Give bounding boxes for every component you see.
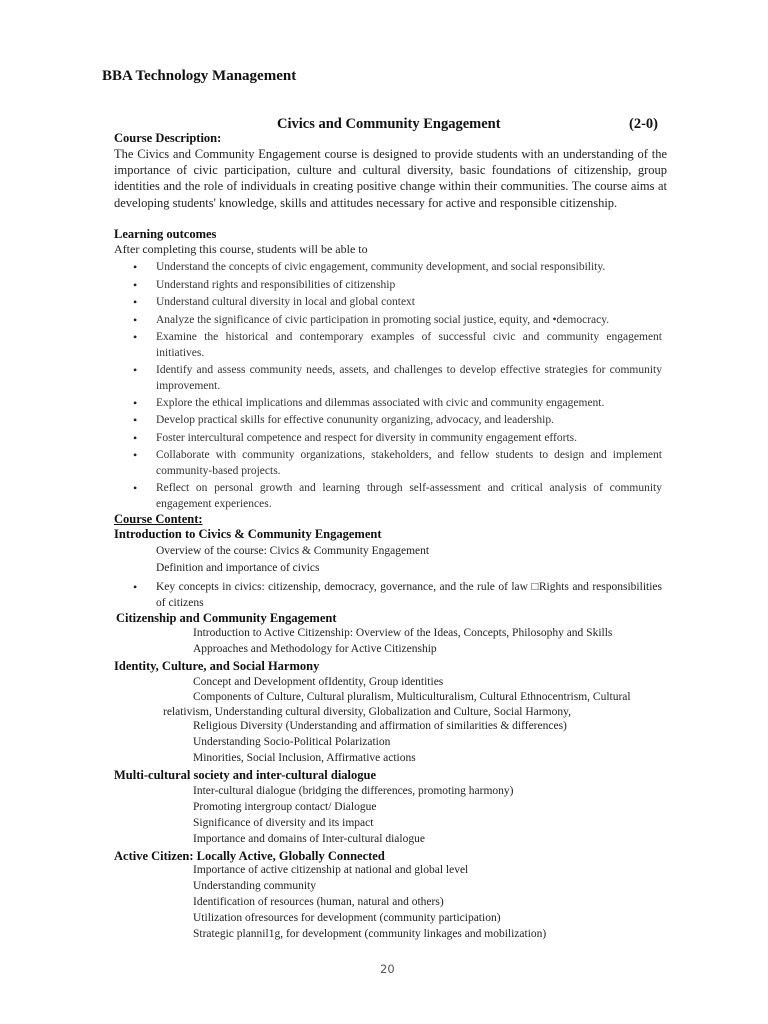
topic-paragraph-first: Components of Culture, Cultural pluralism, Multiculturalism, Cultural Ethnocentrism, Cultural <box>193 691 631 703</box>
bullet-icon: • <box>133 295 138 309</box>
bullet-icon: • <box>133 278 138 292</box>
topic-line: Concept and Development ofIdentity, Group identities <box>193 676 444 688</box>
bullet-icon: • <box>133 431 138 445</box>
outcome-item: Examine the historical and contemporary examples of successful civic and community engagement initiatives. <box>156 331 662 359</box>
bullet-icon: • <box>133 413 138 427</box>
topic-line: Promoting intergroup contact/ Dialogue <box>193 801 377 813</box>
outcome-item: Develop practical skills for effective conununity organizing, advocacy, and leadership. <box>156 414 554 426</box>
outcome-item: Reflect on personal growth and learning through self-assessment and critical analysis of community engagement experiences. <box>156 482 662 510</box>
topic-line: Inter-cultural dialogue (bridging the differences, promoting harmony) <box>193 785 514 797</box>
topic-line: Approaches and Methodology for Active Citizenship <box>193 643 437 655</box>
topic-line: Minorities, Social Inclusion, Affirmative actions <box>193 752 416 764</box>
topic-line: Religious Diversity (Understanding and affirmation of similarities & differences) <box>193 720 567 732</box>
outcome-item: Understand the concepts of civic engagement, community development, and social responsibility. <box>156 261 606 273</box>
course-description-text: The Civics and Community Engagement course is designed to provide students with an understanding of the importance of civic participation, culture and cultural diversity, basic foundations of citizenship, group identities and the role of individuals in creating positive change within their communities. The course aims at developing students' knowledge, skills and attitudes necessary for active and responsible citizenship. <box>114 147 667 210</box>
outcome-item: Explore the ethical implications and dilemmas associated with civic and community engagement. <box>156 397 605 409</box>
section-title: Active Citizen: Locally Active, Globally Connected <box>114 849 385 863</box>
bullet-icon: • <box>133 330 138 344</box>
topic-line: Utilization ofresources for development (community participation) <box>193 912 501 924</box>
bullet-icon: • <box>133 481 138 495</box>
bullet-icon: • <box>133 260 138 274</box>
topic-line: Definition and importance of civics <box>156 562 320 574</box>
outcome-item: Understand rights and responsibilities of citizenship <box>156 279 396 291</box>
course-description-heading: Course Description: <box>114 131 222 145</box>
section-title: Identity, Culture, and Social Harmony <box>114 659 320 673</box>
topic-line: Importance of active citizenship at national and global level <box>193 864 469 876</box>
bullet-icon: • <box>133 580 138 594</box>
topic-line: Importance and domains of Inter-cultural dialogue <box>193 833 425 845</box>
page-number: 20 <box>380 962 395 976</box>
topic-line: Introduction to Active Citizenship: Overview of the Ideas, Concepts, Philosophy and Skills <box>193 627 613 639</box>
bullet-icon: • <box>133 448 138 462</box>
course-content-heading: Course Content: <box>114 512 203 526</box>
section-title: Citizenship and Community Engagement <box>116 611 337 625</box>
outcome-item: Identify and assess community needs, assets, and challenges to develop effective strategies for community improvement. <box>156 364 662 392</box>
bullet-icon: • <box>133 313 138 327</box>
learning-outcomes-intro: After completing this course, students will be able to <box>114 242 368 256</box>
topic-line: Identification of resources (human, natural and others) <box>193 896 444 908</box>
program-title: BBA Technology Management <box>102 68 297 84</box>
outcome-item: Understand cultural diversity in local and global context <box>156 296 415 308</box>
topic-line: Understanding community <box>193 880 316 892</box>
outcome-item: Collaborate with community organizations, stakeholders, and fellow students to design and implement community-based projects. <box>156 449 662 477</box>
bullet-icon: • <box>133 396 138 410</box>
topic-line: Understanding Socio-Political Polarization <box>193 736 391 748</box>
topic-bullet-text: Key concepts in civics: citizenship, democracy, governance, and the rule of law □Rights and responsibilities of citizens <box>156 581 662 609</box>
section-title: Introduction to Civics & Community Engagement <box>114 527 382 541</box>
topic-line: Overview of the course: Civics & Community Engagement <box>156 545 430 557</box>
topic-line: Strategic plannil1g, for development (community linkages and mobilization) <box>193 928 547 940</box>
bullet-icon: • <box>133 363 138 377</box>
section-title: Multi-cultural society and inter-cultural dialogue <box>114 768 377 782</box>
topic-line: Significance of diversity and its impact <box>193 817 374 829</box>
outcome-item: Analyze the significance of civic participation in promoting social justice, equity, and •democracy. <box>156 314 610 326</box>
credit-hours: (2-0) <box>629 116 658 132</box>
course-title: Civics and Community Engagement <box>277 116 501 132</box>
topic-paragraph-second: relativism, Understanding cultural diversity, Globalization and Culture, Social Harmony, <box>163 706 571 718</box>
learning-outcomes-heading: Learning outcomes <box>114 227 217 241</box>
outcome-item: Foster intercultural competence and respect for diversity in community engagement efforts. <box>156 432 577 444</box>
